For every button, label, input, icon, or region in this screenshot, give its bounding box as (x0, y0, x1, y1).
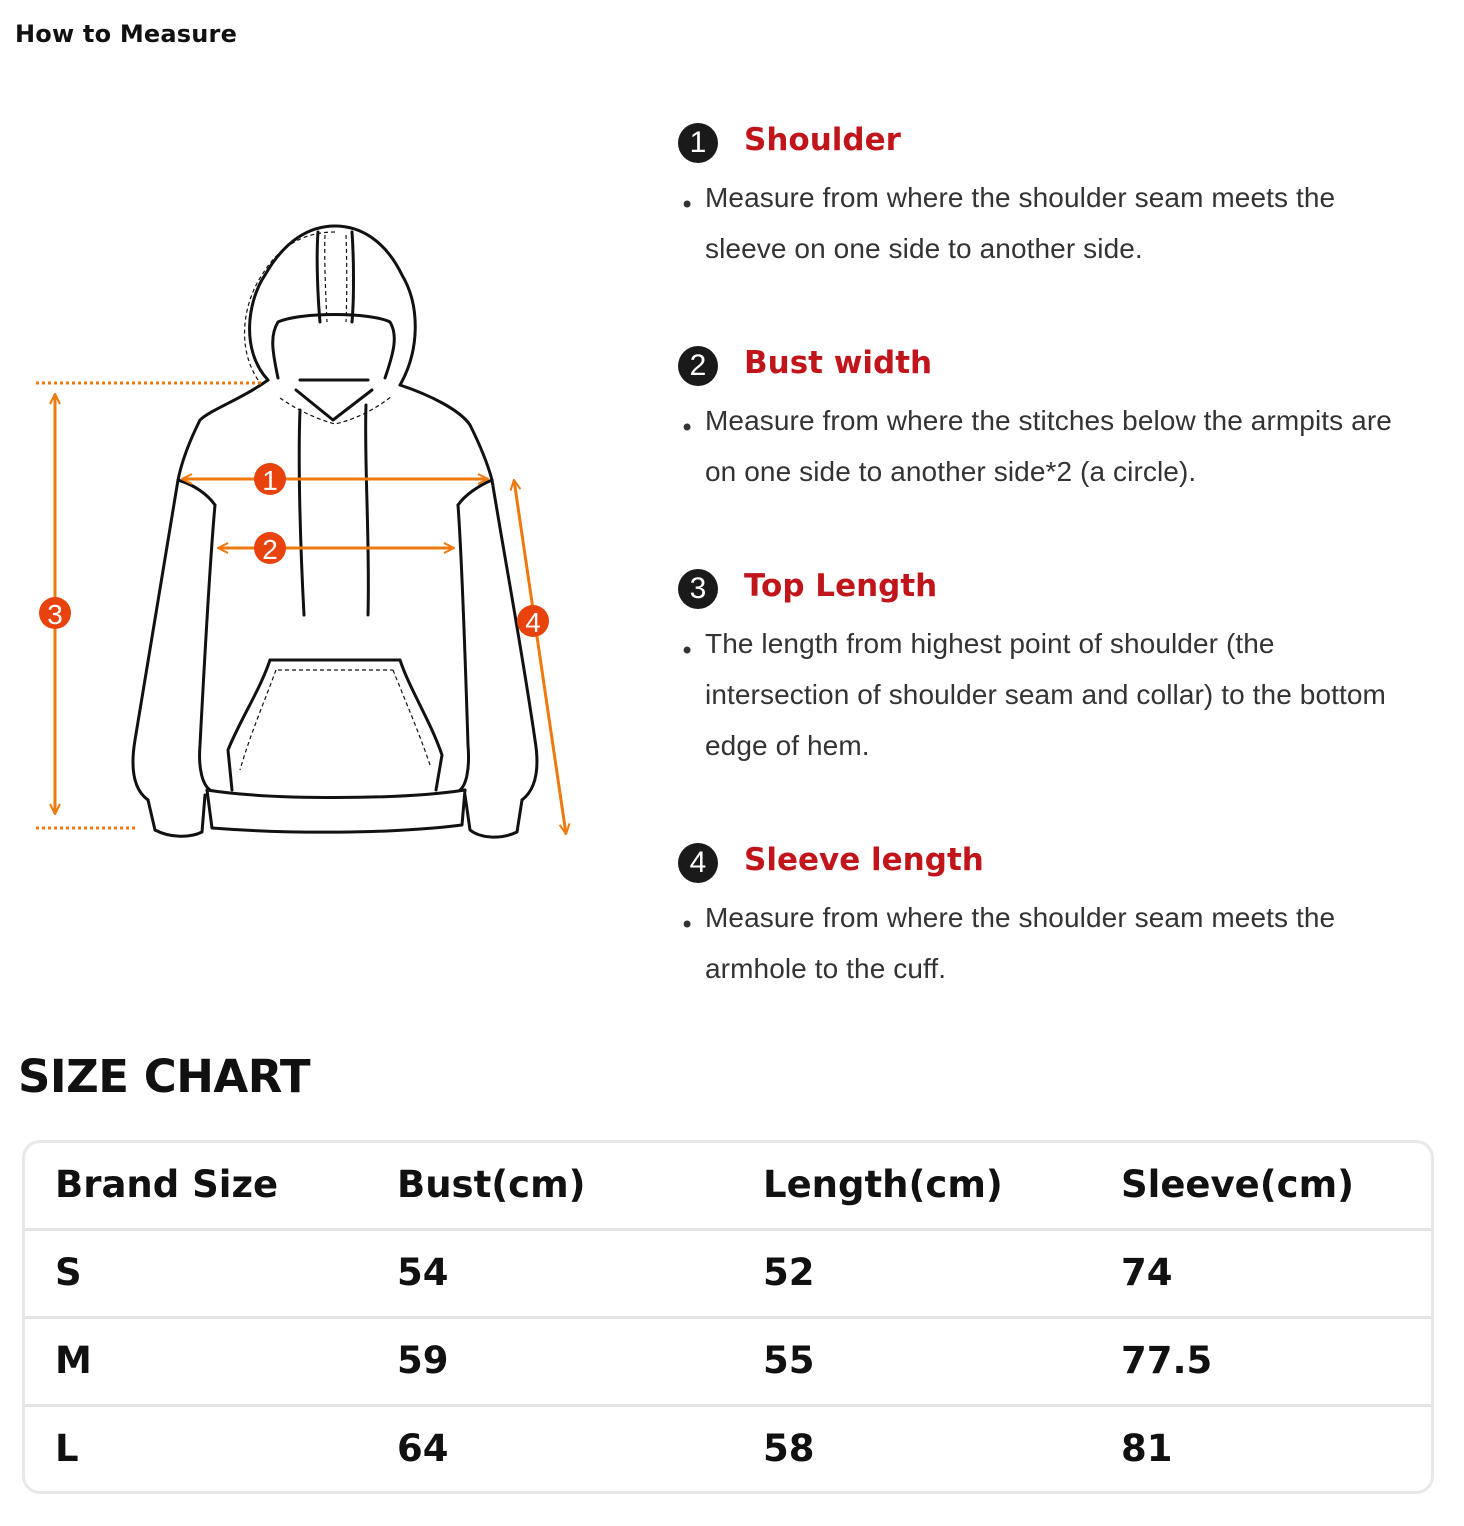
step-description-line: edge of hem. (705, 730, 870, 761)
step-description-line: The length from highest point of shoulder (the (705, 628, 1275, 659)
step-number-badge: 1 (678, 123, 718, 163)
step-title: Shoulder (744, 122, 901, 158)
marker-4 (517, 605, 549, 638)
step-top-length (676, 564, 1456, 761)
step-number-badge: 2 (678, 346, 718, 386)
marker-1 (254, 463, 286, 496)
table-cell: 52 (763, 1251, 815, 1294)
step-description-line: intersection of shoulder seam and collar) to the bottom (705, 679, 1386, 710)
bullet-icon: • (680, 637, 695, 665)
table-cell: S (55, 1251, 82, 1294)
bullet-icon: • (680, 191, 695, 219)
marker-3-label: 3 (47, 599, 63, 630)
step-description-line: sleeve on one side to another side. (705, 233, 1143, 264)
step-shoulder (676, 118, 1456, 264)
step-description-line: Measure from where the shoulder seam meets the (705, 182, 1336, 213)
hoodie-stitching (240, 232, 430, 770)
table-cell: 74 (1121, 1251, 1173, 1294)
table-cell: L (55, 1427, 79, 1470)
bullet-icon: • (680, 911, 695, 939)
column-header: Sleeve(cm) (1121, 1163, 1355, 1206)
table-row (25, 1231, 1431, 1319)
table-row (25, 1407, 1431, 1494)
table-cell: 54 (397, 1251, 449, 1294)
marker-2 (254, 532, 286, 565)
column-header: Brand Size (55, 1163, 279, 1206)
page-title: How to Measure (15, 20, 238, 48)
step-bust-width (676, 341, 1456, 487)
table-cell: 55 (763, 1339, 815, 1382)
bullet-icon: • (680, 414, 695, 442)
step-description-line: Measure from where the stitches below the armpits are (705, 405, 1392, 436)
table-header-row (25, 1143, 1431, 1231)
step-description-line: armhole to the cuff. (705, 953, 947, 984)
marker-4-label: 4 (525, 607, 541, 638)
table-cell: M (55, 1339, 92, 1382)
size-chart-heading: SIZE CHART (18, 1050, 311, 1103)
step-title: Bust width (744, 345, 933, 381)
step-sleeve-length (676, 838, 1456, 984)
step-title: Sleeve length (744, 842, 984, 878)
column-header: Length(cm) (763, 1163, 1003, 1206)
step-title: Top Length (744, 568, 938, 604)
table-cell: 59 (397, 1339, 449, 1382)
marker-1-label: 1 (262, 465, 278, 496)
table-cell: 81 (1121, 1427, 1173, 1470)
column-header: Bust(cm) (397, 1163, 586, 1206)
marker-2-label: 2 (262, 534, 278, 565)
step-number-badge: 3 (678, 569, 718, 609)
step-number-badge: 4 (678, 843, 718, 883)
table-row (25, 1319, 1431, 1407)
table-cell: 58 (763, 1427, 815, 1470)
marker-3 (39, 597, 71, 630)
step-description-line: Measure from where the shoulder seam meets the (705, 902, 1336, 933)
table-cell: 64 (397, 1427, 449, 1470)
hoodie-diagram (20, 200, 620, 860)
size-chart-table (22, 1140, 1434, 1494)
step-description-line: on one side to another side*2 (a circle). (705, 456, 1197, 487)
hoodie-outline (133, 226, 537, 837)
table-cell: 77.5 (1121, 1339, 1213, 1382)
